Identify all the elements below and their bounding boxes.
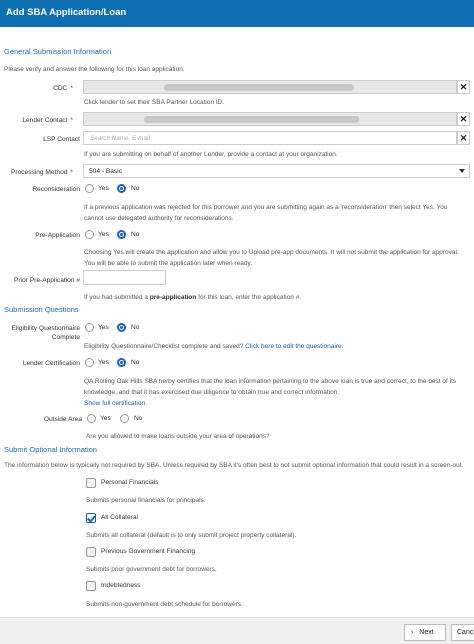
lender-cert-label: Lender Certification [22, 360, 80, 367]
indebtedness-help: Submits non-government debt schedule for borrowers. [86, 601, 243, 608]
reconsideration-yes-label: Yes [98, 185, 109, 192]
required-marker: * [70, 117, 73, 124]
reconsideration-yes-radio[interactable] [85, 184, 94, 193]
reconsideration-no-label: No [131, 185, 140, 192]
cancel-button-label: Canc [457, 629, 474, 636]
lsp-contact-clear-button[interactable] [457, 131, 470, 145]
indebtedness-label: Indebtedness [101, 582, 141, 589]
lender-cert-help-line1: QA Rolling Oak Hills SBA herby certifies that the loan information pertaining to the above loan is true and correct, to the best of its [84, 378, 457, 385]
reconsideration-label: Reconsideration [32, 186, 80, 193]
pre-application-yes-radio[interactable] [85, 230, 94, 239]
lender-cert-yes-radio[interactable] [85, 358, 94, 367]
lender-contact-clear-button[interactable] [457, 112, 470, 126]
intro-text: Please verify and answer the following for this loan application. [4, 66, 185, 73]
cdc-help: Click lender to set their SBA Partner Location ID. [84, 99, 225, 106]
outside-area-no-radio[interactable] [120, 414, 129, 423]
cdc-clear-button[interactable] [457, 80, 470, 94]
prior-pre-app-help: If you had submitted a pre-application for this loan, enter the application #. [84, 294, 302, 301]
eligibility-yes-label: Yes [98, 324, 109, 331]
eligibility-no-radio[interactable] [117, 323, 126, 332]
lender-cert-help-line2: knowledge, and that it has exercised due diligence to obtain true and correct information. [84, 389, 340, 396]
optional-intro: The information below is typically not required by SBA. Unless required by SBA it's often best to not submit optional information that could result in a screen-out. [4, 462, 464, 469]
pre-application-yes-label: Yes [98, 231, 109, 238]
pre-application-help-line1: Choosing Yes will create the application and allow you to Upload pre-app documents. It will not submit the application for approval. [84, 249, 459, 256]
lender-cert-no-label: No [131, 359, 140, 366]
reconsideration-no-radio[interactable] [117, 184, 126, 193]
previous-gov-financing-label: Previous Government Financing [101, 548, 196, 555]
eligibility-label: Eligibility Questionnaire Complete [11, 325, 80, 341]
lender-contact-label: Lender Contact * [22, 117, 73, 124]
indebtedness-checkbox[interactable] [86, 581, 96, 591]
personal-financials-help: Submits personal financials for principals. [86, 497, 206, 504]
eligibility-no-label: No [131, 324, 140, 331]
pre-application-label: Pre-Application [35, 232, 80, 239]
all-collateral-checkbox[interactable] [86, 513, 96, 523]
required-marker: * [70, 169, 73, 176]
section-heading-optional: Submit Optional Information [4, 445, 97, 454]
close-icon: ✕ [459, 114, 468, 124]
outside-area-help: Are you allowed to make loans outside your area of operations? [86, 433, 270, 440]
chevron-down-icon [459, 169, 465, 173]
section-heading-general: General Submission Information [4, 47, 112, 56]
section-heading-questions: Submission Questions [4, 305, 79, 314]
close-icon: ✕ [459, 133, 468, 143]
show-certification-link[interactable]: Show full certification [84, 400, 146, 407]
all-collateral-label: All Collateral [101, 514, 139, 521]
dialog-title: Add SBA Application/Loan [0, 0, 474, 27]
outside-area-yes-radio[interactable] [87, 414, 96, 423]
lender-cert-no-radio[interactable] [117, 358, 126, 367]
dialog-footer [0, 617, 474, 644]
previous-gov-financing-checkbox[interactable] [86, 547, 96, 557]
pre-application-help-line2: You will be able to submit the application later when ready. [84, 260, 253, 267]
eligibility-yes-radio[interactable] [85, 323, 94, 332]
previous-gov-financing-help: Submits prior government debt for borrowers. [86, 566, 217, 573]
pre-application-no-radio[interactable] [117, 230, 126, 239]
outside-area-label: Outside Area [43, 416, 82, 423]
form-body [0, 27, 474, 617]
lsp-contact-input[interactable] [83, 131, 457, 145]
personal-financials-label: Personal Financials [101, 479, 159, 486]
chevron-right-icon: › [411, 629, 414, 636]
processing-method-label: Processing Method * [10, 169, 73, 176]
edit-questionnaire-link[interactable]: Click here to edit the questionaire. [245, 343, 344, 350]
required-marker: * [70, 85, 73, 92]
redacted-value [164, 84, 354, 91]
cdc-field[interactable] [83, 80, 457, 94]
processing-method-value: 504 - Basic [89, 168, 122, 175]
reconsideration-help-line2: cannot use delegated authority for reconsiderations. [84, 215, 234, 222]
prior-pre-app-label: Prior Pre-Application # [14, 277, 80, 284]
lender-cert-yes-label: Yes [98, 359, 109, 366]
lsp-contact-placeholder: Search Name, E-mail [90, 135, 150, 142]
prior-pre-app-input[interactable] [83, 270, 166, 285]
next-button-label: Next [419, 629, 434, 636]
cdc-label: CDC * [53, 85, 73, 92]
eligibility-help: Eligibility Questionnaire/Checklist complete and saved? Click here to edit the questionaire. [84, 343, 344, 350]
close-icon: ✕ [459, 82, 468, 92]
lender-contact-field[interactable] [83, 112, 457, 126]
lsp-contact-label: LSP Contact [43, 136, 80, 143]
personal-financials-checkbox[interactable] [86, 478, 96, 488]
lsp-contact-help: If you are submitting on behalf of another Lender, provide a contact at your organization. [84, 151, 338, 158]
outside-area-yes-label: Yes [100, 415, 111, 422]
reconsideration-help-line1: If a previous application was rejected for this borrower and you are submitting again as a 'reconsideration' then select Yes. You [84, 204, 448, 211]
cancel-button[interactable] [451, 624, 474, 641]
next-button[interactable] [404, 624, 446, 641]
processing-method-select[interactable] [83, 164, 470, 178]
outside-area-no-label: No [134, 415, 143, 422]
pre-application-no-label: No [131, 231, 140, 238]
all-collateral-help: Submits all collateral (default is to only submit project property collateral). [86, 532, 297, 539]
redacted-value [144, 116, 359, 123]
